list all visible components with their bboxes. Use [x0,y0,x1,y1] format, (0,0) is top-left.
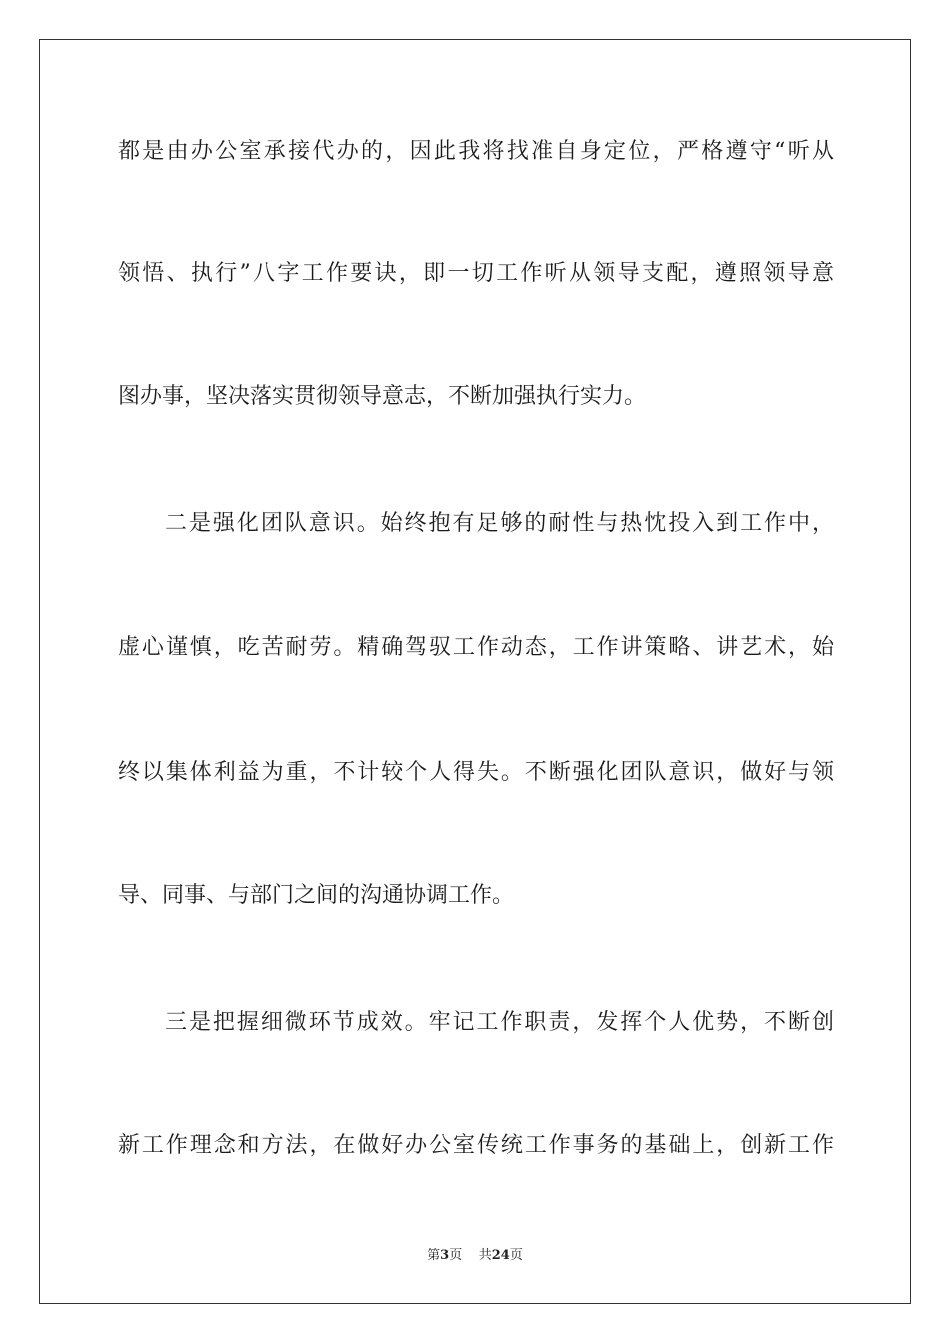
text-line-1: 都是由办公室承接代办的，因此我将找准自身定位，严格遵守“听从 [118,139,834,164]
footer-page-suffix: 页 [449,1248,463,1263]
text-line-8: 三是把握细微环节成效。牢记工作职责，发挥个人优势，不断创 [165,1010,834,1035]
text-line-2: 领悟、执行”八字工作要诀，即一切工作听从领导支配，遵照领导意 [118,261,834,286]
footer-page-number: 3 [440,1248,450,1263]
page-border [39,39,911,1304]
text-line-7: 导、同事、与部门之间的沟通协调工作。 [118,883,515,908]
footer-page-prefix: 第 [427,1248,441,1263]
text-line-4: 二是强化团队意识。始终抱有足够的耐性与热忱投入到工作中， [165,511,834,536]
text-line-5: 虚心谨慎，吃苦耐劳。精确驾驭工作动态，工作讲策略、讲艺术，始 [118,635,834,660]
page-footer [0,1246,950,1266]
text-line-9: 新工作理念和方法，在做好办公室传统工作事务的基础上，创新工作 [118,1133,834,1158]
text-line-6: 终以集体利益为重，不计较个人得失。不断强化团队意识，做好与领 [118,760,834,785]
footer-total-prefix: 共 [478,1248,492,1263]
footer-total-pages: 24 [491,1248,510,1263]
footer-total-suffix: 页 [509,1248,523,1263]
text-line-3: 图办事，坚决落实贯彻领导意志，不断加强执行实力。 [118,384,647,409]
